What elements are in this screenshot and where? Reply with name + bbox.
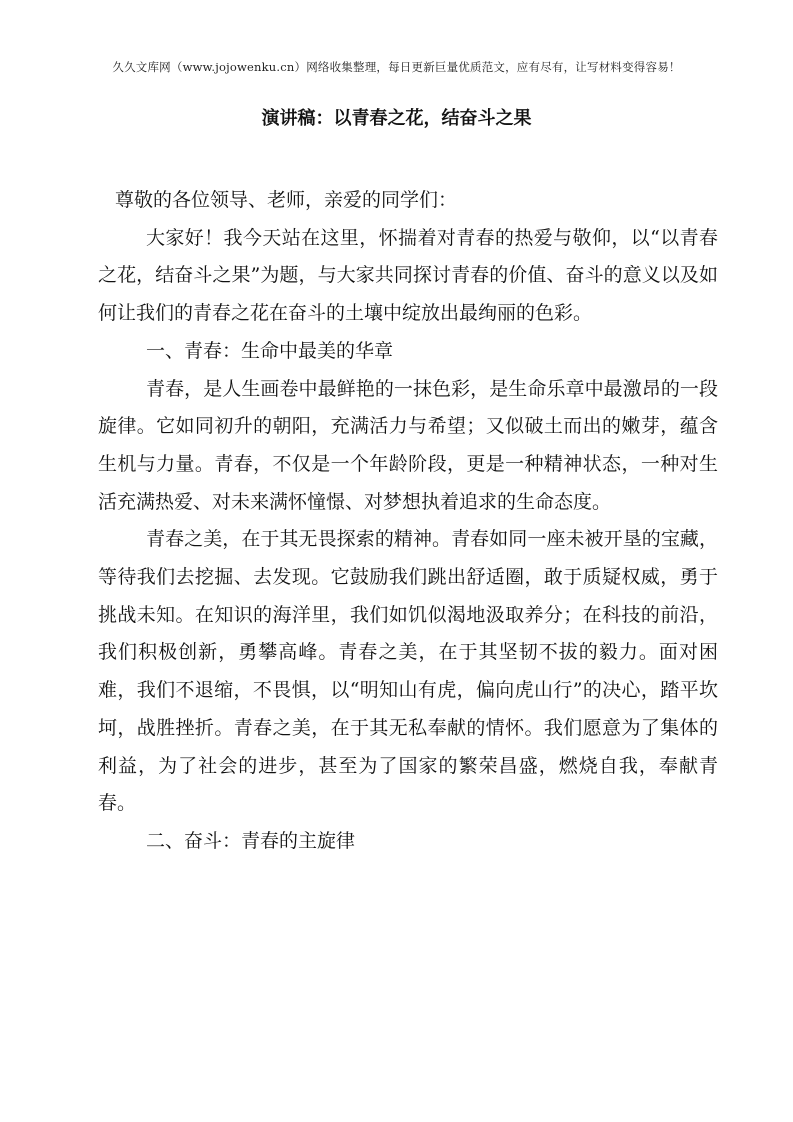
section-heading-1: 一、青春：生命中最美的华章: [146, 339, 394, 362]
paragraph-youth-beauty: 青春之美，在于其无畏探索的精神。青春如同一座未被开垦的宝藏，等待我们去挖掘、去发现。它鼓励我们跳出舒适圈，敢于质疑权威，勇于挑战未知。在知识的海洋里，我们如饥似渴地汲取养分；在科技的前沿，我们积极创新，勇攀高峰。青春之美，在于其坚韧不拔的毅力。面对困难，我们不退缩，不畏惧，以“明知山有虎，偏向虎山行”的决心，踏平坎坷，战胜挫折。青春之美，在于其无私奉献的情怀。我们愿意为了集体的利益，为了社会的进步，甚至为了国家的繁荣昌盛，燃烧自我，奉献青春。: [98, 528, 718, 815]
paragraph-youth-definition: 青春，是人生画卷中最鲜艳的一抹色彩，是生命乐章中最激昂的一段旋律。它如同初升的朝阳，充满活力与希望；又似破土而出的嫩芽，蕴含生机与力量。青春，不仅是一个年龄阶段，更是一种精神状态，一种对生活充满热爱、对未来满怀憧憬、对梦想执着追求的生命态度。: [98, 377, 718, 513]
salutation: 尊敬的各位领导、老师，亲爱的同学们：: [115, 189, 458, 211]
document-body: [98, 182, 718, 861]
header-note: 久久文库网（www.jojowenku.cn）网络收集整理，每日更新巨量优质范文，应有尽有，让写材料变得容易！: [112, 60, 681, 74]
section-heading-2: 二、奋斗：青春的主旋律: [146, 829, 356, 852]
document-title: 演讲稿：以青春之花，结奋斗之果: [261, 108, 532, 129]
paragraph-greeting: 大家好！我今天站在这里，怀揣着对青春的热爱与敬仰，以“以青春之花，结奋斗之果”为题，与大家共同探讨青春的价值、奋斗的意义以及如何让我们的青春之花在奋斗的土壤中绽放出最绚丽的色彩。: [98, 226, 718, 325]
